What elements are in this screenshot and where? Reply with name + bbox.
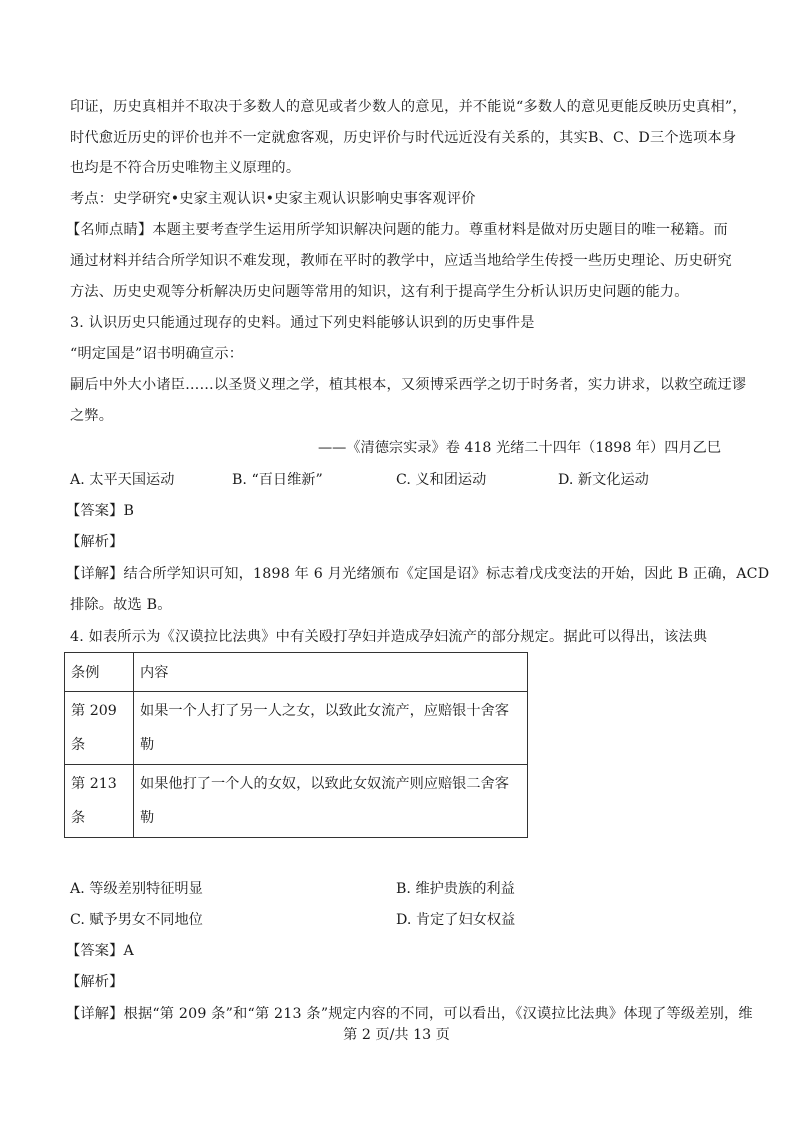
table-header-row xyxy=(65,653,528,692)
table-header-article: 条例 xyxy=(65,653,134,692)
article-number: 第 209 xyxy=(71,703,117,719)
mingshi-line-1: 【名师点睛】本题主要考查学生运用所学知识解决问题的能力。尊重材料是做对历史题目的唯一秘籍。而 xyxy=(66,222,728,238)
table-row xyxy=(65,692,528,765)
q3-option-b: B. “百日维新” xyxy=(232,472,323,488)
table-cell-article xyxy=(65,692,134,765)
q3-stem: 3. 认识历史只能通过现存的史料。通过下列史料能够认识到的历史事件是 xyxy=(70,315,535,331)
q3-option-d: D. 新文化运动 xyxy=(558,472,649,488)
q3-options xyxy=(70,470,730,490)
law-table xyxy=(64,652,528,838)
q3-option-c: C. 义和团运动 xyxy=(396,472,487,488)
article-number: 第 213 xyxy=(71,776,117,792)
q3-quote-line-3: 之弊。 xyxy=(70,408,114,424)
kaodian-line: 考点：史学研究•史家主观认识•史家主观认识影响史事客观评价 xyxy=(70,191,476,207)
q3-detail-line-2: 排除。故选 B。 xyxy=(70,597,172,613)
intro-line-3: 也均是不符合历史唯物主义原理的。 xyxy=(70,160,301,176)
q4-option-a: A. 等级差别特征明显 xyxy=(70,881,203,897)
q4-option-b: B. 维护贵族的利益 xyxy=(396,881,515,897)
table-cell-content: 如果他打了一个人的女奴，以致此女奴流产则应赔银二舍客勒 xyxy=(134,765,528,838)
article-suffix: 条 xyxy=(71,737,86,753)
page-footer: 第 2 页/共 13 页 xyxy=(343,1027,450,1043)
q3-quote-line-2: 嗣后中外大小诸臣……以圣贤义理之学，植其根本，又须博采西学之切于时务者，实力讲求，以救空疏迂谬 xyxy=(70,377,747,393)
table-row xyxy=(65,765,528,838)
mingshi-line-2: 通过材料并结合所学知识不难发现，教师在平时的教学中，应适当地给学生传授一些历史理论、历史研究 xyxy=(70,253,732,269)
q3-quote-line-1: “明定国是”诏书明确宣示： xyxy=(70,346,244,362)
q4-options-row-2 xyxy=(70,910,730,930)
mingshi-line-3: 方法、历史史观等分析解决历史问题等常用的知识，这有利于提高学生分析认识历史问题的能力。 xyxy=(70,284,689,300)
q3-answer: 【答案】B xyxy=(66,503,135,519)
article-suffix: 条 xyxy=(71,810,86,826)
q4-answer: 【答案】A xyxy=(66,943,134,959)
table-header-content: 内容 xyxy=(134,653,528,692)
q4-detail-line-1: 【详解】根据“第 209 条”和“第 213 条”规定内容的不同，可以看出，《汉谟拉比法典》体现了等级差别，维 xyxy=(66,1006,753,1022)
intro-line-2: 时代愈近历史的评价也并不一定就愈客观，历史评价与时代远近没有关系的，其实B、C、D三个选项本身 xyxy=(70,130,737,146)
q4-option-c: C. 赋予男女不同地位 xyxy=(70,912,203,928)
q3-analysis-label: 【解析】 xyxy=(66,534,124,550)
q4-stem: 4. 如表所示为《汉谟拉比法典》中有关殴打孕妇并造成孕妇流产的部分规定。据此可以得出，该法典 xyxy=(70,629,708,645)
table-cell-article xyxy=(65,765,134,838)
q4-analysis-label: 【解析】 xyxy=(66,974,124,990)
q4-options-row-1 xyxy=(70,879,730,899)
q3-option-a: A. 太平天国运动 xyxy=(70,472,175,488)
intro-line-1: 印证，历史真相并不取决于多数人的意见或者少数人的意见，并不能说“多数人的意见更能反映历史真相”， xyxy=(70,99,747,115)
q3-detail-line-1: 【详解】结合所学知识可知，1898 年 6 月光绪颁布《定国是诏》标志着戊戌变法的开始，因此 B 正确，ACD xyxy=(66,566,770,582)
q4-option-d: D. 肯定了妇女权益 xyxy=(396,912,516,928)
q3-source: ——《清德宗实录》卷 418 光绪二十四年（1898 年）四月乙巳 xyxy=(317,440,721,456)
table-cell-content: 如果一个人打了另一人之女，以致此女流产，应赔银十舍客勒 xyxy=(134,692,528,765)
